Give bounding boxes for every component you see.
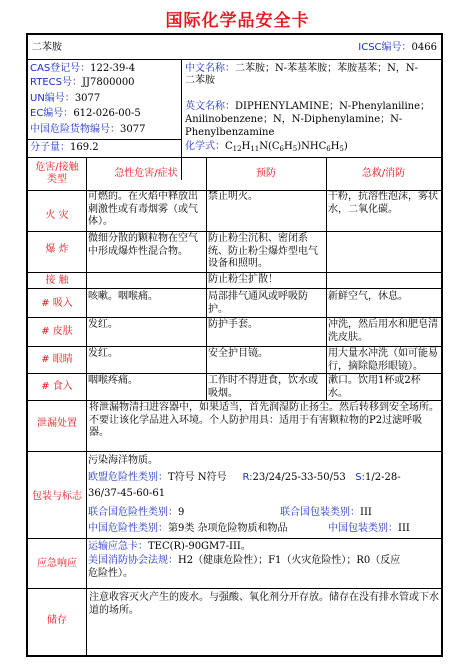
un-pack-value: 9 bbox=[178, 507, 185, 518]
cn-pack-group bbox=[328, 523, 410, 535]
ingest-symptoms: 咽喉疼痛。 bbox=[88, 375, 138, 386]
type-header-line1: 危害/接触 bbox=[35, 162, 79, 173]
safety-card bbox=[26, 33, 443, 657]
row-type-eyes: # 眼睛 bbox=[41, 354, 73, 365]
fire-prevention: 禁止明火。 bbox=[208, 191, 258, 202]
cas-value: 122-39-4 bbox=[90, 63, 136, 74]
cas-label: CAS登记号： bbox=[30, 63, 91, 74]
icsc-label: ICSC编号： bbox=[358, 42, 412, 53]
un-label: UN编号： bbox=[30, 93, 75, 104]
formula-part: ) bbox=[343, 141, 348, 152]
cn-name-line2: 二苯胺 bbox=[185, 75, 215, 86]
row-type-fire: 火 灾 bbox=[45, 210, 69, 221]
section-packaging: 包装与标志 bbox=[32, 491, 82, 502]
en-name-value: DIPHENYLAMINE；N-Phenylaniline； bbox=[235, 101, 431, 112]
divider bbox=[206, 157, 207, 400]
nfpa-code bbox=[88, 555, 440, 568]
un-pack-group bbox=[280, 507, 372, 519]
inhale-prevention: 局部排气通风或呼吸防护。 bbox=[208, 291, 308, 315]
row-type-contact: 接 触 bbox=[45, 275, 69, 286]
ingest-prevention: 工作时不得进食，饮水或吸烟。 bbox=[208, 375, 318, 399]
row-type-inhale: # 吸入 bbox=[41, 298, 73, 309]
row-type-skin: # 皮肤 bbox=[41, 326, 73, 337]
row-type-ingest: # 食入 bbox=[41, 381, 73, 392]
formula-part: C bbox=[225, 141, 233, 152]
formula-sub: 6 bbox=[279, 145, 285, 153]
cn-danger-value: 3077 bbox=[120, 124, 146, 135]
icsc-number bbox=[358, 42, 437, 54]
r-label: R: bbox=[242, 472, 253, 483]
explosion-symptoms: 微细分散的颗粒物在空气中形成爆炸性混合物。 bbox=[88, 233, 198, 257]
divider bbox=[181, 59, 182, 180]
rtecs-value: JJ7800000 bbox=[81, 77, 135, 88]
eu-label: 欧盟危险性类别： bbox=[88, 472, 168, 483]
s-label: S: bbox=[355, 472, 366, 483]
inhale-first-aid: 新鲜空气，休息。 bbox=[328, 291, 408, 302]
card-title: 国际化学品安全卡 bbox=[165, 11, 310, 31]
divider bbox=[28, 288, 441, 289]
eu-symbols: T符号 N符号 bbox=[168, 472, 227, 483]
un-group-label: 联合国包装类别： bbox=[280, 507, 360, 518]
type-header-line2: 类型 bbox=[47, 174, 67, 185]
divider bbox=[28, 139, 181, 140]
cn-pack-value: 第9类 杂项危险物质和物品 bbox=[168, 523, 288, 534]
cn-name-label: 中文名称： bbox=[185, 63, 235, 74]
formula-part: )NHC bbox=[297, 141, 327, 152]
formula-part: H bbox=[241, 141, 251, 152]
r-phrases: 23/24/25-33-50/53 bbox=[252, 472, 346, 483]
nfpa-label: 美国消防协会法规： bbox=[88, 555, 178, 566]
divider bbox=[28, 451, 441, 452]
skin-symptoms: 发红。 bbox=[88, 319, 118, 330]
cn-name-value: 二苯胺；N-苯基苯胺；苯胺基苯；N，N- bbox=[235, 63, 419, 74]
contact-prevention: 防止粉尘扩散！ bbox=[208, 274, 278, 285]
divider bbox=[28, 59, 441, 60]
storage-text: 注意收容灭火产生的废水。与强酸、氧化剂分开存放。储存在没有排水管或下水道的场所。 bbox=[89, 592, 439, 616]
formula-sub: 5 bbox=[339, 145, 344, 153]
formula-part: H bbox=[330, 141, 340, 152]
skin-prevention: 防护手套。 bbox=[208, 319, 258, 330]
un-value: 3077 bbox=[74, 93, 101, 104]
section-spill: 泄漏处置 bbox=[37, 418, 77, 429]
s-phrases-cont: 36/37-45-60-61 bbox=[88, 488, 166, 499]
row-type-explosion: 爆 炸 bbox=[45, 244, 69, 255]
icsc-value: 0466 bbox=[411, 42, 437, 53]
eyes-prevention: 安全护目镜。 bbox=[208, 348, 268, 359]
cn-danger-label: 中国危险货物编号： bbox=[30, 124, 120, 135]
divider bbox=[326, 157, 327, 400]
s-phrases: 1/2-28- bbox=[365, 472, 401, 483]
divider bbox=[28, 157, 441, 158]
explosion-prevention: 防止粉尘沉积、密闭系统、防止粉尘爆炸型电气设备和照明。 bbox=[208, 233, 318, 269]
eyes-first-aid: 用大量水冲洗（如可能易行，摘除隐形眼镜）。 bbox=[328, 348, 438, 372]
divider bbox=[28, 317, 441, 318]
chemical-formula bbox=[185, 141, 348, 153]
cn-group-value: III bbox=[398, 523, 410, 534]
formula-sub: 12 bbox=[232, 145, 242, 153]
rtecs-number bbox=[30, 77, 135, 89]
en-name-line1 bbox=[185, 101, 430, 113]
formula-part: N(C bbox=[259, 141, 280, 152]
rtecs-label: RTECS号： bbox=[30, 77, 82, 88]
divider bbox=[28, 538, 441, 539]
mw-value: 169.2 bbox=[70, 142, 99, 153]
col-header-symptoms: 急性危害/症状 bbox=[114, 168, 178, 179]
pack-line1: 污染海洋物质。 bbox=[88, 455, 158, 466]
un-pack-label: 联合国危险性类别： bbox=[88, 507, 178, 518]
en-name-line3: Phenylbenzamine bbox=[185, 127, 275, 138]
formula-label: 化学式： bbox=[185, 141, 225, 152]
nfpa-code-cont: 危险性）。 bbox=[88, 568, 133, 579]
formula-sub: 5 bbox=[292, 145, 298, 153]
cas-number bbox=[30, 63, 135, 75]
cn-danger-number bbox=[30, 124, 145, 136]
ec-number bbox=[30, 108, 141, 120]
spill-text: 将泄漏物清扫进容器中，如果适当，首先润湿防止扬尘。然后转移到安全场所。不要让该化学品进入环境。个人防护用具：适用于有害颗粒物的P2过滤呼吸器。 bbox=[89, 402, 439, 438]
divider bbox=[28, 272, 441, 273]
divider bbox=[86, 157, 87, 400]
en-name-line2: Anilinobenzene；N，N-Diphenylamine；N- bbox=[185, 114, 403, 125]
chemical-name: 二苯胺 bbox=[32, 42, 62, 53]
transport-card bbox=[88, 541, 440, 554]
fire-symptoms: 可燃的。在火焰中释放出刺激性或有毒烟雾（或气体）。 bbox=[88, 191, 198, 227]
col-header-prevention: 预防 bbox=[256, 168, 276, 179]
divider bbox=[28, 400, 441, 401]
divider bbox=[28, 373, 441, 374]
molecular-weight bbox=[30, 142, 99, 154]
mw-label: 分子量： bbox=[30, 142, 70, 153]
divider bbox=[28, 346, 441, 347]
cn-group-label: 中国包装类别： bbox=[328, 523, 398, 534]
col-header-first-aid: 急救/消防 bbox=[361, 168, 406, 179]
cn-pack-label: 中国危险性类别： bbox=[88, 523, 168, 534]
divider bbox=[28, 588, 441, 589]
eu-hazard-class bbox=[88, 472, 440, 485]
formula-sub: 11 bbox=[250, 145, 260, 153]
fire-first-aid: 干粉，抗溶性泡沫，雾状水，二氧化碳。 bbox=[328, 191, 438, 215]
un-pack-class bbox=[88, 507, 440, 520]
en-name-label: 英文名称： bbox=[185, 101, 235, 112]
ec-label: EC编号： bbox=[30, 108, 74, 119]
ingest-first-aid: 漱口。饮用1杯或2杯水。 bbox=[328, 375, 421, 399]
un-number bbox=[30, 93, 100, 105]
cn-name-line1 bbox=[185, 63, 418, 75]
formula-sub: 6 bbox=[326, 145, 331, 153]
section-emergency: 应急响应 bbox=[37, 558, 77, 569]
col-header-type bbox=[28, 162, 86, 186]
nfpa-value: H2（健康危险性）；F1（火灾危险性）；R0（反应 bbox=[178, 555, 401, 566]
formula-part: H bbox=[284, 141, 293, 152]
transport-card-label: 运输应急卡： bbox=[88, 541, 148, 552]
divider bbox=[28, 231, 441, 232]
section-storage: 储存 bbox=[47, 615, 67, 626]
ec-value: 612-026-00-5 bbox=[73, 108, 141, 119]
eyes-symptoms: 发红。 bbox=[88, 348, 118, 359]
un-group-value: III bbox=[360, 507, 372, 518]
skin-first-aid: 冲洗，然后用水和肥皂清洗皮肤。 bbox=[328, 319, 438, 343]
divider bbox=[86, 400, 87, 655]
inhale-symptoms: 咳嗽。咽喉痛。 bbox=[88, 291, 158, 302]
transport-card-value: TEC(R)-90GM7-III。 bbox=[148, 541, 251, 552]
